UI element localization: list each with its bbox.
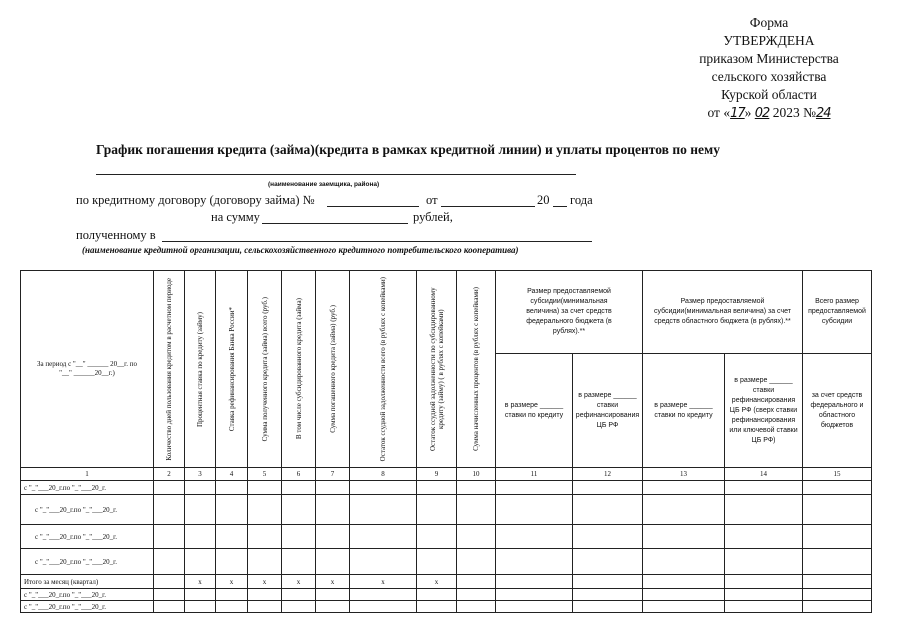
col-number: 1: [21, 468, 154, 481]
approval-block: [669, 14, 869, 123]
borrower-caption: (наименование заемщика, района): [268, 181, 380, 188]
col9-header: Остаток ссудной задолженности по субсидированному кредиту (займу) ( в рублях с копейками): [417, 271, 457, 468]
col3-header: Процентная ставка по кредиту (займу): [185, 271, 216, 468]
contract-from-label: от: [426, 193, 438, 207]
approval-region: Курской области: [721, 87, 817, 102]
x-mark: x: [417, 575, 457, 589]
federal-subsidy-header: Размер предоставляемой субсидии(минимальная величина) за счет средств федерального бюджета (в рублях).**: [496, 271, 643, 354]
column-numbers-row: [21, 468, 872, 481]
total-label: Итого за месяц (квартал): [21, 575, 154, 589]
col13-header: в размере ______ ставки по кредиту: [643, 354, 725, 468]
approval-approved: УТВЕРЖДЕНА: [723, 33, 815, 48]
approval-form: Форма: [749, 15, 789, 30]
period-cell: с "_"___20_г.по "_"___20_г.: [21, 589, 154, 601]
col11-header: в размере ______ ставки по кредиту: [496, 354, 573, 468]
total-row: [21, 575, 872, 589]
col5-header: Сумма полученного кредита (займа) всего (руб.): [248, 271, 282, 468]
col2-header: Количество дней пользования кредитом в расчетном периоде: [154, 271, 185, 468]
col10-header: Сумма начисленных процентов (в рублях с копейками): [457, 271, 496, 468]
borrower-line[interactable]: [96, 174, 576, 175]
col-number: 5: [248, 468, 282, 481]
col-number: 2: [154, 468, 185, 481]
col15-header: за счет средств федерального и областного бюджетов: [803, 354, 872, 468]
table-row: [21, 549, 872, 575]
period-cell: с "_"___20_г.по "_"___20_г.: [21, 525, 154, 549]
col-number: 12: [573, 468, 643, 481]
x-mark: x: [248, 575, 282, 589]
contract-year-label: года: [570, 193, 593, 207]
approval-date: от «17» 02 2023 №24: [707, 105, 831, 121]
col8-header: Остаток ссудной задолженности всего (в рублях с копейками): [350, 271, 417, 468]
col-number: 11: [496, 468, 573, 481]
x-mark: x: [316, 575, 350, 589]
col-number: 10: [457, 468, 496, 481]
contract-year-field[interactable]: [553, 206, 567, 207]
contract-year-prefix: 20: [537, 193, 550, 207]
x-mark: x: [350, 575, 417, 589]
col-number: 9: [417, 468, 457, 481]
handwritten-day: 17: [730, 106, 745, 121]
table-row: [21, 601, 872, 613]
regional-subsidy-header: Размер предоставляемой субсидии(минимальная величина) за счет средств областного бюджета (в рублях).**: [643, 271, 803, 354]
amount-unit: рублей,: [413, 210, 453, 224]
period-cell: с "_"___20_г.по "_"___20_г.: [21, 601, 154, 613]
amount-field[interactable]: [262, 223, 408, 224]
contract-date-field[interactable]: [441, 206, 535, 207]
lender-caption: (наименование кредитной организации, сельскохозяйственного кредитного потребительского кооператива): [82, 245, 519, 255]
col-number: 6: [282, 468, 316, 481]
handwritten-month: 02: [754, 106, 770, 121]
col-number: 15: [803, 468, 872, 481]
col-number: 3: [185, 468, 216, 481]
period-cell: с "_"___20_г.по "_"___20_г.: [21, 495, 154, 525]
document-title: График погашения кредита (займа)(кредита в рамках кредитной линии) и уплаты процентов по нему: [96, 142, 720, 157]
table-row: [21, 495, 872, 525]
table-row: [21, 525, 872, 549]
contract-number-field[interactable]: [327, 206, 419, 207]
received-label: полученному в: [76, 228, 156, 242]
approval-ministry: сельского хозяйства: [711, 69, 827, 84]
x-mark: x: [282, 575, 316, 589]
col-number: 4: [216, 468, 248, 481]
col-number: 8: [350, 468, 417, 481]
col12-header: в размере ______ ставки рефинансирования ЦБ РФ: [573, 354, 643, 468]
col6-header: В том числе субсидированного кредита (займа): [282, 271, 316, 468]
repayment-schedule-table: [20, 270, 872, 613]
table-row: [21, 481, 872, 495]
col7-header: Сумма погашенного кредита (займа) (руб.): [316, 271, 350, 468]
period-header: За период с "__" ______ 20__г. по "__" ______20__г.): [21, 271, 154, 468]
contract-label: по кредитному договору (договору займа) №: [76, 193, 315, 207]
table-row: [21, 589, 872, 601]
col-number: 7: [316, 468, 350, 481]
col4-header: Ставка рефинансирования Банка России*: [216, 271, 248, 468]
lender-field[interactable]: [162, 241, 592, 242]
period-cell: с "_"___20_г.по "_"___20_г.: [21, 481, 154, 495]
x-mark: x: [185, 575, 216, 589]
col14-header: в размере ______ ставки рефинансирования ЦБ РФ (сверх ставки рефинансирования или ключевой ставки ЦБ РФ): [725, 354, 803, 468]
col-number: 13: [643, 468, 725, 481]
approval-order: приказом Министерства: [699, 51, 839, 66]
period-cell: с "_"___20_г.по "_"___20_г.: [21, 549, 154, 575]
total-subsidy-header: Всего размер предоставляемой субсидии: [803, 271, 872, 354]
x-mark: x: [216, 575, 248, 589]
amount-label: на сумму: [211, 210, 260, 224]
handwritten-number: 24: [815, 106, 831, 121]
col-number: 14: [725, 468, 803, 481]
